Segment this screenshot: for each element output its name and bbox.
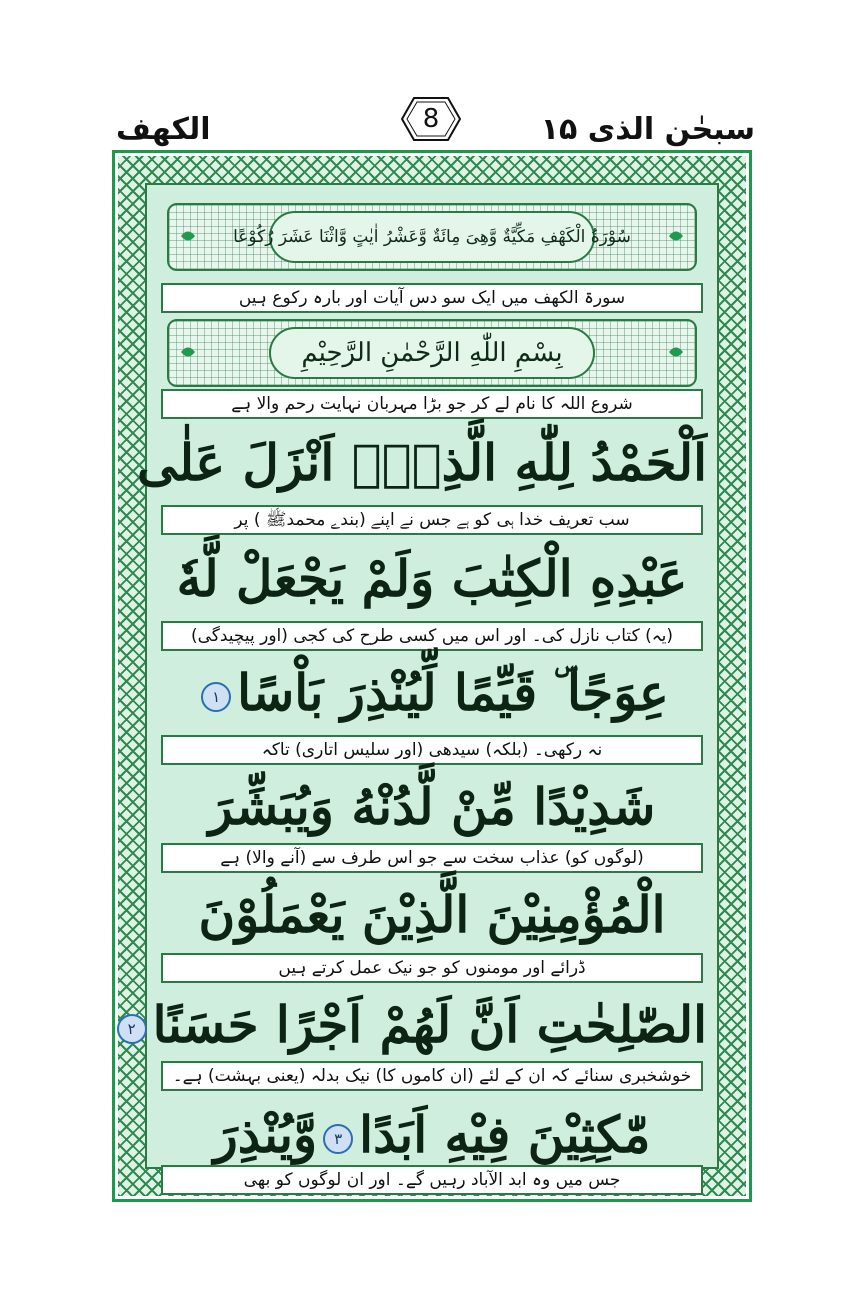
header-para-name: سبحٰن الذی ۱۵ — [540, 112, 755, 147]
ayah-number-marker: ۳ — [323, 1124, 353, 1154]
verse-line — [127, 985, 707, 1065]
verse-line — [157, 1095, 707, 1175]
verse-text: عِوَجًا ۜ قَیِّمًا لِّیُنْذِرَ بَاْسًا — [237, 663, 669, 722]
ayah-number-marker: ۱ — [201, 682, 231, 712]
verse-text: مّٰکِثِیْنَ فِیْهِ اَبَدًا — [359, 1105, 651, 1164]
verse-line: شَدِیْدًا مِّنْ لَّدُنْهُ وَیُبَشِّرَ — [208, 777, 656, 836]
leaf-ornament-icon — [667, 343, 685, 361]
translation-line: (یہ) کتاب نازل کی۔ اور اس میں کسی طرح کی کجی (اور پیچیدگی) — [161, 621, 703, 651]
translation-line: جس میں وہ ابد الآباد رہیں گے۔ اور ان لوگوں کو بھی — [161, 1165, 703, 1195]
surah-title: سُوْرَةُ الْکَهْفِ مَکِّیَّةٌ وَّهِیَ مِائَةٌ وَّعَشْرُ اٰیٰتٍ وَّاثْنَا عَشَرَ رُکُوْعًا — [233, 227, 631, 247]
translation-line: ڈرائے اور مومنوں کو جو نیک عمل کرتے ہیں — [161, 953, 703, 983]
verse-text: الصّٰلِحٰتِ اَنَّ لَهُمْ اَجْرًا حَسَنًا — [152, 995, 707, 1054]
verse-line: اَلْحَمْدُ لِلّٰهِ الَّذِیْۤ اَنْزَلَ عَلٰی — [137, 433, 707, 492]
ayah-number-marker: ۲ — [117, 1014, 147, 1044]
leaf-ornament-icon — [179, 343, 197, 361]
translation-line: (لوگوں کو) عذاب سخت سے جو اس طرف سے (آنے والا) ہے — [161, 843, 703, 873]
bismillah-cartouche — [269, 327, 595, 379]
leaf-ornament-icon — [179, 227, 197, 245]
page-number: 8 — [422, 104, 440, 134]
bismillah-text: بِسْمِ اللّٰهِ الرَّحْمٰنِ الرَّحِیْمِ — [301, 338, 563, 368]
surah-title-cartouche — [233, 211, 631, 263]
translation-line: خوشخبری سنائے کہ ان کے لئے (ان کاموں کا) نیک بدلہ (یعنی بہشت) ہے۔ — [161, 1061, 703, 1091]
bismillah-translation: شروع اللہ کا نام لے کر جو بڑا مہربان نہایت رحم والا ہے — [161, 389, 703, 419]
translation-line: سب تعریف خدا ہی کو ہے جس نے اپنے (بندے محمدﷺ ) پر — [161, 505, 703, 535]
text-panel — [127, 183, 719, 1190]
verse-line: عَبْدِهِ الْکِتٰبَ وَلَمْ یَجْعَلْ لَّهٗ — [176, 549, 688, 608]
verse-line: الْمُؤْمِنِیْنَ الَّذِیْنَ یَعْمَلُوْنَ — [198, 885, 666, 944]
header-surah-name: الکھف — [116, 112, 211, 147]
surah-title-banner — [167, 203, 697, 271]
verse-text: وَّیُنْذِرَ — [213, 1105, 318, 1164]
surah-info: سورۃ الکھف میں ایک سو دس آیات اور بارہ رکوع ہیں — [161, 283, 703, 313]
page-frame — [112, 150, 752, 1202]
verse-line — [157, 653, 707, 733]
page-number-badge — [400, 96, 462, 142]
bismillah-banner — [167, 319, 697, 387]
leaf-ornament-icon — [667, 227, 685, 245]
translation-line: نہ رکھی۔ (بلکہ) سیدھی (اور سلیس اتاری) تاکہ — [161, 735, 703, 765]
